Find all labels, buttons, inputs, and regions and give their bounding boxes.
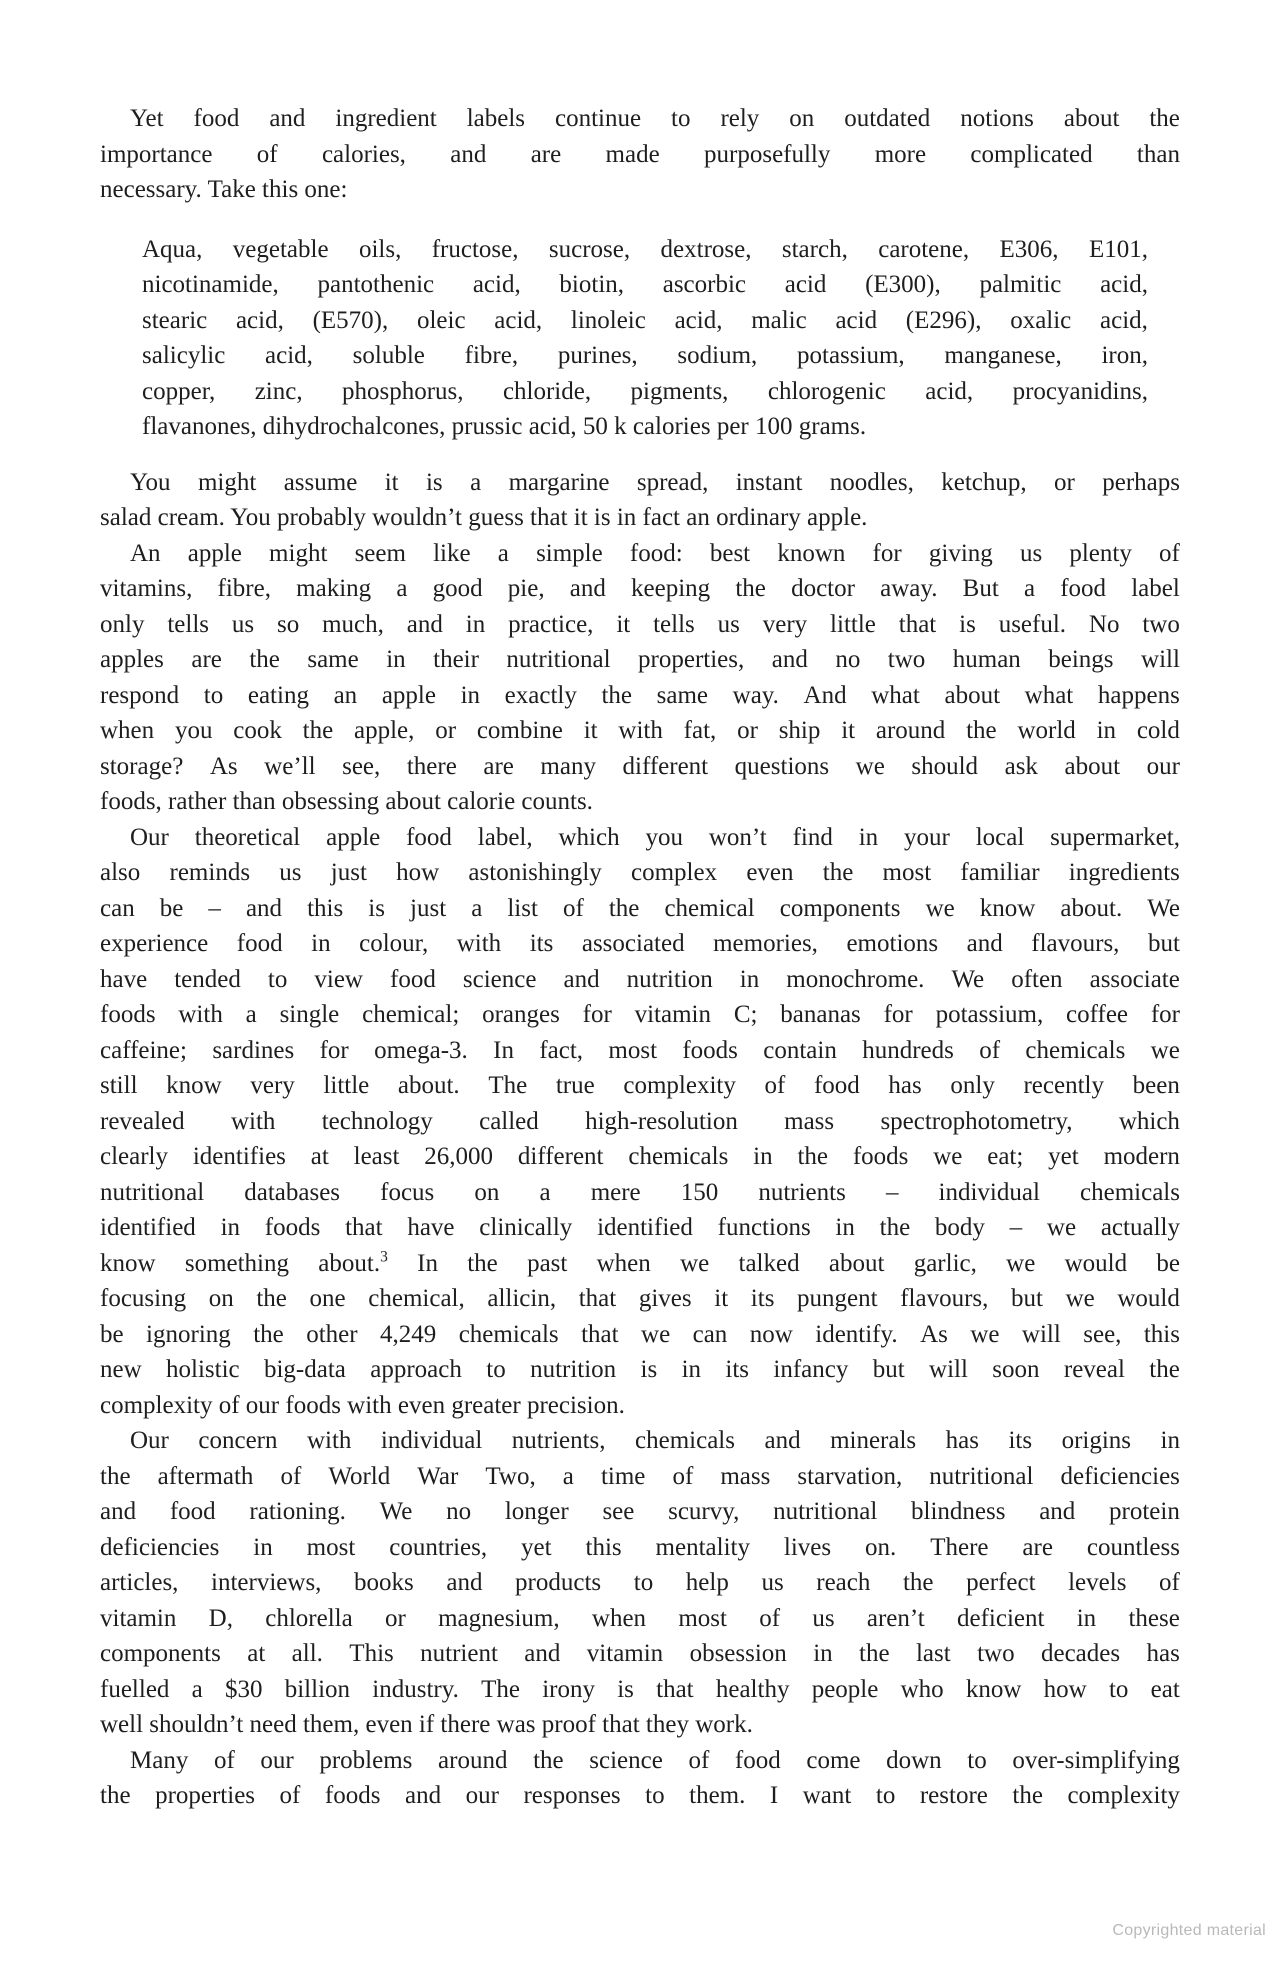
text-line: stearic acid, (E570), oleic acid, linoleic acid, malic acid (E296), oxalic acid, (142, 306, 1148, 334)
text-line: know something about.$^3$ In the past when we talked about garlic, we would be (100, 1248, 1180, 1277)
text-line: complexity of our foods with even greater precision. (100, 1391, 625, 1419)
text-line: necessary. Take this one: (100, 176, 348, 203)
text-line: salicylic acid, soluble fibre, purines, sodium, potassium, manganese, iron, (142, 342, 1148, 369)
text-line: nutritional databases focus on a mere 150 nutrients – individual chemicals (100, 1178, 1180, 1206)
text-line: caffeine; sardines for omega-3. In fact, most foods contain hundreds of chemicals we (100, 1036, 1180, 1064)
paragraph (100, 1743, 1180, 1814)
text-line: Many of our problems around the science of food come down to over-simplifying (130, 1746, 1180, 1774)
text-line: only tells us so much, and in practice, it tells us very little that is useful. No two (100, 610, 1180, 638)
text-line: importance of calories, and are made purposefully more complicated than (100, 140, 1180, 168)
text-line: Our concern with individual nutrients, chemicals and minerals has its origins in (130, 1427, 1180, 1454)
text-line: flavanones, dihydrochalcones, prussic acid, 50 k calories per 100 grams. (142, 413, 867, 440)
text-line: vitamin D, chlorella or magnesium, when most of us aren’t deficient in these (100, 1604, 1180, 1632)
text-line: apples are the same in their nutritional properties, and no two human beings will (100, 646, 1180, 673)
text-line: vitamins, fibre, making a good pie, and keeping the doctor away. But a food label (100, 575, 1180, 602)
text-line: identified in foods that have clinically identified functions in the body – we actually (100, 1214, 1180, 1241)
text-line: revealed with technology called high-resolution mass spectrophotometry, which (100, 1107, 1180, 1135)
text-line: nicotinamide, pantothenic acid, biotin, ascorbic acid (E300), palmitic acid, (142, 271, 1148, 298)
paragraph (100, 465, 1180, 536)
text-line: You might assume it is a margarine spread, instant noodles, ketchup, or perhaps (130, 468, 1180, 496)
text-line: when you cook the apple, or combine it with fat, or ship it around the world in cold (100, 717, 1180, 744)
paragraph (100, 1423, 1180, 1743)
paragraph (100, 820, 1180, 1424)
text-line: fuelled a $30 billion industry. The irony is that healthy people who know how to eat (100, 1675, 1180, 1703)
text-line: clearly identifies at least 26,000 different chemicals in the foods we eat; yet modern (100, 1143, 1180, 1170)
footnote-marker: 3 (380, 1248, 388, 1266)
copyright-watermark: Copyrighted material (1112, 1922, 1266, 1939)
text-line: the properties of foods and our responses to them. I want to restore the complexity (100, 1782, 1180, 1809)
text-line: new holistic big-data approach to nutrition is in its infancy but will soon reveal the (100, 1356, 1180, 1383)
text-line: salad cream. You probably wouldn’t guess that it is in fact an ordinary apple. (100, 504, 868, 531)
text-line: Aqua, vegetable oils, fructose, sucrose, dextrose, starch, carotene, E306, E101, (142, 235, 1148, 263)
text-line: focusing on the one chemical, allicin, that gives it its pungent flavours, but we would (100, 1285, 1180, 1312)
text-line: Our theoretical apple food label, which you won’t find in your local supermarket, (130, 823, 1180, 851)
text-line: have tended to view food science and nutrition in monochrome. We often associate (100, 965, 1180, 993)
text-line: still know very little about. The true complexity of food has only recently been (100, 1072, 1180, 1099)
text-line: components at all. This nutrient and vitamin obsession in the last two decades has (100, 1640, 1180, 1667)
text-line: and food rationing. We no longer see scurvy, nutritional blindness and protein (100, 1498, 1180, 1525)
text-line: deficiencies in most countries, yet this mentality lives on. There are countless (100, 1533, 1180, 1561)
text-line: experience food in colour, with its associated memories, emotions and flavours, but (100, 930, 1180, 957)
text-line: An apple might seem like a simple food: best known for giving us plenty of (130, 539, 1180, 567)
text-line: be ignoring the other 4,249 chemicals that we can now identify. As we will see, this (100, 1320, 1180, 1348)
text-line: Yet food and ingredient labels continue to rely on outdated notions about the (130, 105, 1180, 132)
body-text (100, 101, 1180, 1814)
text-line: storage? As we’ll see, there are many different questions we should ask about our (100, 752, 1180, 780)
text-line: foods with a single chemical; oranges for vitamin C; bananas for potassium, coffee for (100, 1001, 1180, 1028)
text-line: can be – and this is just a list of the chemical components we know about. We (100, 894, 1180, 922)
text-line: foods, rather than obsessing about calorie counts. (100, 788, 593, 815)
text-line: respond to eating an apple in exactly the same way. And what about what happens (100, 681, 1180, 709)
text-line: also reminds us just how astonishingly complex even the most familiar ingredients (100, 859, 1180, 886)
ingredient-list-quote (142, 232, 1148, 445)
paragraph (100, 101, 1180, 208)
paragraph (100, 536, 1180, 820)
text-line: well shouldn’t need them, even if there was proof that they work. (100, 1711, 753, 1738)
text-line: the aftermath of World War Two, a time of mass starvation, nutritional deficiencies (100, 1462, 1180, 1490)
text-line: copper, zinc, phosphorus, chloride, pigments, chlorogenic acid, procyanidins, (142, 377, 1148, 405)
text-line: articles, interviews, books and products to help us reach the perfect levels of (100, 1569, 1180, 1596)
